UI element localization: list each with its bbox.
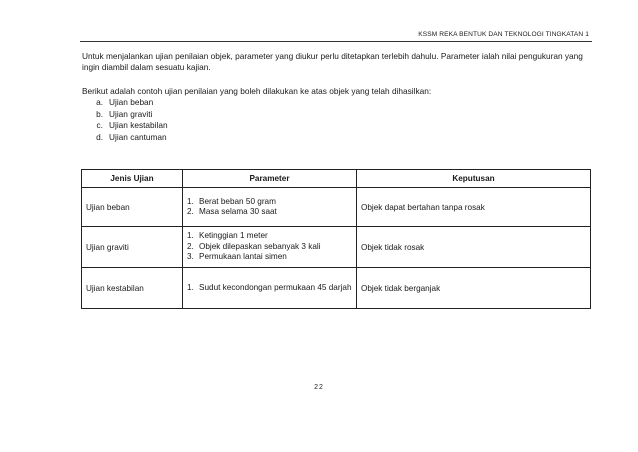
header-rule <box>80 41 592 42</box>
header-jenis-ujian: Jenis Ujian <box>82 170 183 188</box>
parameter-number: 2. <box>187 207 194 216</box>
list-marker: d. <box>96 131 103 142</box>
test-table <box>81 169 591 309</box>
parameter-text: Berat beban 50 gram <box>199 196 276 206</box>
parameter-cell <box>183 227 357 268</box>
parameter-item <box>187 252 352 263</box>
parameter-item <box>187 242 352 253</box>
result-cell: Objek tidak rosak <box>357 227 591 268</box>
examples-lead: Berikut adalah contoh ujian penilaian yang boleh dilakukan ke atas objek yang telah dihasilkan: <box>82 86 432 96</box>
test-name-cell: Ujian graviti <box>82 227 183 268</box>
header-keputusan: Keputusan <box>357 170 591 188</box>
tests-list <box>88 97 168 143</box>
page-number: 22 <box>314 384 324 391</box>
list-item-label: Ujian beban <box>109 97 154 107</box>
list-item <box>88 109 168 121</box>
list-item-label: Ujian kestabilan <box>109 120 168 130</box>
running-header: KSSM REKA BENTUK DAN TEKNOLOGI TINGKATAN 1 <box>418 31 589 38</box>
parameter-text: Ketinggian 1 meter <box>199 231 268 241</box>
list-item <box>88 132 168 144</box>
list-item <box>88 120 168 132</box>
list-item-label: Ujian graviti <box>109 108 153 119</box>
parameter-cell <box>183 268 357 309</box>
parameter-text: Objek dilepaskan sebanyak 3 kali <box>199 241 321 251</box>
intro-paragraph: Untuk menjalankan ujian penilaian objek, parameter yang diukur perlu ditetapkan terlebih dahulu. Parameter ialah nilai pengukuran yang ingin diambil dalam sesuatu kajian. <box>82 51 583 72</box>
result-cell: Objek dapat bertahan tanpa rosak <box>357 188 591 227</box>
parameter-number: 3. <box>187 252 194 262</box>
parameter-text: Masa selama 30 saat <box>199 207 277 216</box>
table-row <box>82 227 591 268</box>
parameter-item <box>187 207 352 218</box>
test-name-cell: Ujian beban <box>82 188 183 227</box>
parameter-text: Permukaan lantai simen <box>199 252 287 262</box>
parameter-number: 1. <box>187 196 194 206</box>
table-row <box>82 268 591 309</box>
header-parameter: Parameter <box>183 170 357 188</box>
parameter-item <box>187 283 352 294</box>
parameter-text: Sudut kecondongan permukaan 45 darjah <box>199 282 352 292</box>
parameter-item <box>187 197 352 208</box>
test-name-cell: Ujian kestabilan <box>82 268 183 309</box>
list-item-label: Ujian cantuman <box>109 131 167 142</box>
parameter-item <box>187 231 352 242</box>
result-cell: Objek tidak berganjak <box>357 268 591 309</box>
list-marker: a. <box>96 97 103 107</box>
parameter-cell <box>183 188 357 227</box>
table-row <box>82 188 591 227</box>
parameter-number: 1. <box>187 231 194 241</box>
parameter-number: 1. <box>187 282 194 292</box>
table-header-row <box>82 170 591 188</box>
list-marker: b. <box>96 108 103 119</box>
list-item <box>88 97 168 109</box>
list-marker: c. <box>96 120 103 130</box>
parameter-number: 2. <box>187 241 194 251</box>
